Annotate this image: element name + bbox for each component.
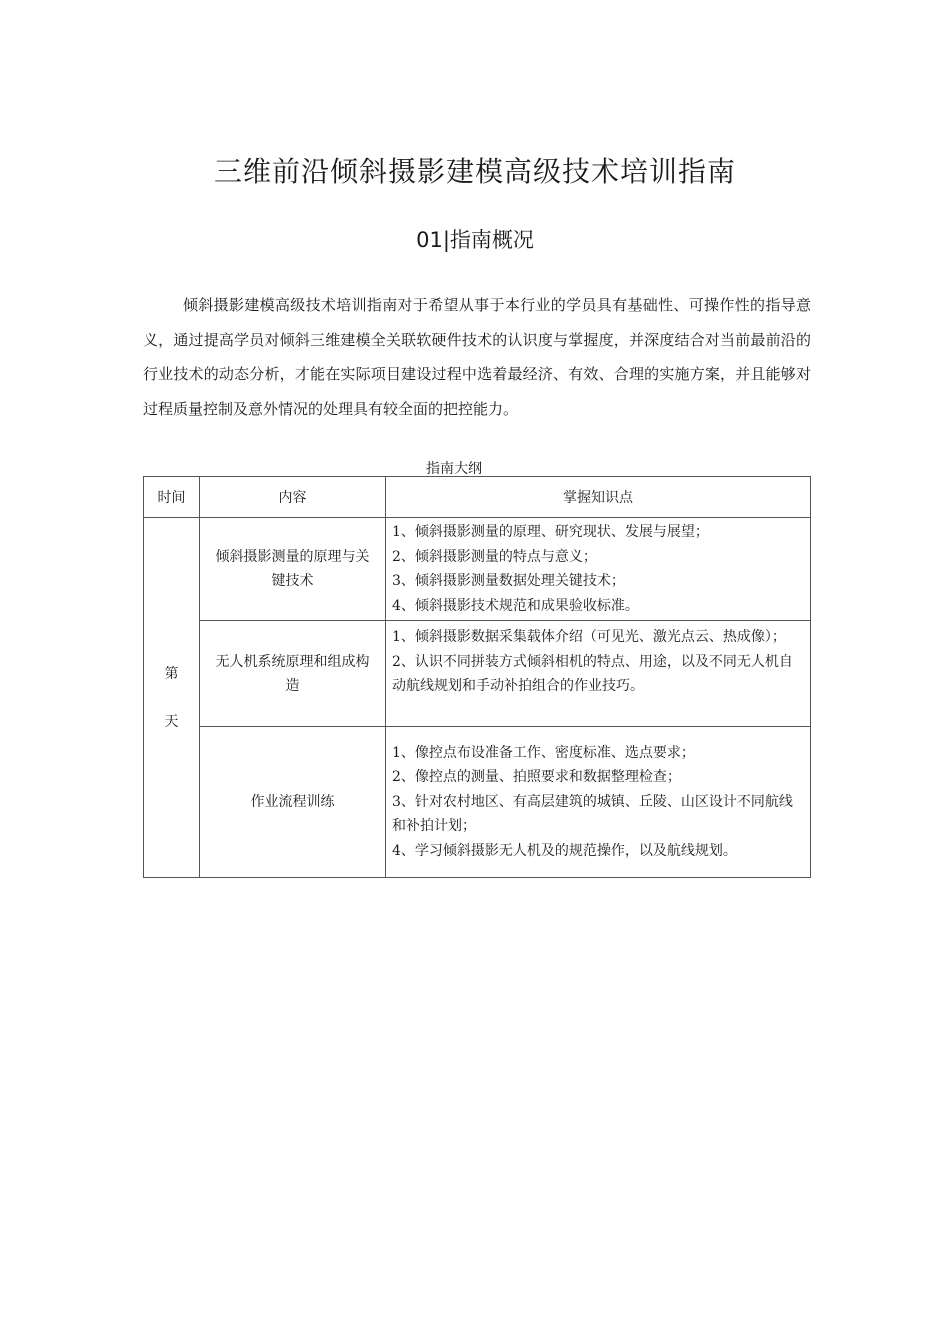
document-title: 三维前沿倾斜摄影建模高级技术培训指南 — [213, 155, 736, 188]
table-caption: 指南大纲 — [426, 461, 482, 477]
knowledge-point: 2、认识不同拼装方式倾斜相机的特点、用途，以及不同无人机自动航线规划和手动补拍组合的作业技巧。 — [392, 653, 793, 694]
knowledge-point: 1、像控点布设准备工作、密度标准、选点要求； — [392, 744, 695, 761]
header-time: 时间 — [144, 477, 200, 518]
day-char: 天 — [164, 713, 179, 730]
section-heading: 01|指南概况 — [416, 228, 534, 252]
points-cell — [386, 621, 811, 727]
knowledge-point: 1、倾斜摄影测量的原理、研究现状、发展与展望； — [392, 524, 709, 540]
outline-table — [143, 476, 811, 878]
day-char: 第 — [164, 665, 179, 682]
content-cell: 无人机系统原理和组成构造 — [200, 621, 386, 727]
points-cell — [386, 727, 811, 878]
header-points: 掌握知识点 — [386, 477, 811, 518]
knowledge-point: 1、倾斜摄影数据采集载体介绍（可见光、激光点云、热成像）； — [392, 629, 786, 645]
knowledge-point: 4、学习倾斜摄影无人机及的规范操作，以及航线规划。 — [392, 842, 737, 859]
knowledge-point: 4、倾斜摄影技术规范和成果验收标准。 — [392, 597, 639, 614]
table-row — [144, 518, 811, 621]
knowledge-point: 3、针对农村地区、有高层建筑的城镇、丘陵、山区设计不同航线和补拍计划； — [392, 793, 793, 835]
content-cell: 作业流程训练 — [200, 727, 386, 878]
intro-paragraph: 倾斜摄影建模高级技术培训指南对于希望从事于本行业的学员具有基础性、可操作性的指导意义，通过提高学员对倾斜三维建模全关联软硬件技术的认识度与掌握度，并深度结合对当前最前沿的行业技术的动态分析，才能在实际项目建设过程中选着最经济、有效、合理的实施方案，并且能够对过程质量控制及意外情况的处理具有较全面的把控能力。 — [143, 296, 811, 418]
table-row — [144, 621, 811, 727]
knowledge-point: 2、倾斜摄影测量的特点与意义； — [392, 548, 597, 565]
content-cell: 倾斜摄影测量的原理与关键技术 — [200, 518, 386, 621]
points-cell — [386, 518, 811, 621]
knowledge-point: 3、倾斜摄影测量数据处理关键技术； — [392, 573, 625, 589]
knowledge-point: 2、像控点的测量、拍照要求和数据整理检查； — [392, 769, 681, 786]
header-content: 内容 — [200, 477, 386, 518]
table-header-row — [144, 477, 811, 518]
day-cell — [144, 518, 200, 878]
table-row — [144, 727, 811, 878]
